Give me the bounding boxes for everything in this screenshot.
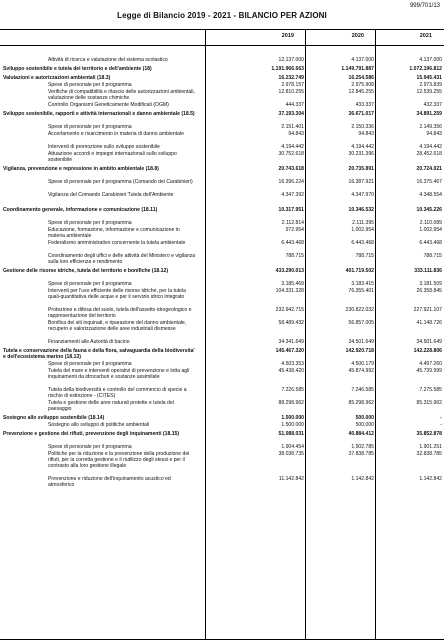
item-row xyxy=(0,220,444,226)
amount-2019: 444.337 xyxy=(285,102,304,108)
amount-2021: 4.137.000 xyxy=(419,57,442,63)
row-label: Vigilanza, prevenzione e repressione in ambito ambientale (18.8) xyxy=(3,166,159,172)
amount-2019: 11.142.842 xyxy=(278,476,304,482)
amount-2021: 1.142.842 xyxy=(419,476,442,482)
row-label: Gestione delle risorse idriche, tutela del territorio e bonifiche (18.12) xyxy=(3,268,169,274)
row-label: Spese di personale per il programma xyxy=(48,124,132,130)
item-row xyxy=(0,281,444,287)
amount-2021: 2.110.089 xyxy=(419,220,442,226)
amount-2019: 7.226.585 xyxy=(281,387,304,393)
amount-2020: 37.838.785 xyxy=(348,451,374,457)
item-row xyxy=(0,253,444,265)
row-label: Federalismo amministrativo concernente la tutela ambientale xyxy=(48,240,186,246)
amount-2021: 2.973.839 xyxy=(419,82,442,88)
amount-2019: 972.954 xyxy=(285,227,304,233)
row-label: Sostegno allo sviluppo di politiche ambientali xyxy=(48,422,150,428)
item-row xyxy=(0,361,444,367)
amount-2021: 4.497.260 xyxy=(419,361,442,367)
table-top-rule xyxy=(0,29,444,30)
row-label: Vigilanza del Comando Carabinieri Tutela dell'Ambiente xyxy=(48,192,174,198)
item-row xyxy=(0,307,444,319)
amount-2021: 20.724.021 xyxy=(416,166,442,172)
amount-2021: - xyxy=(440,422,442,428)
amount-2020: 142.920.718 xyxy=(345,348,374,354)
amount-2021: 7.275.585 xyxy=(419,387,442,393)
amount-2019: 6.443.468 xyxy=(281,240,304,246)
row-label: Coordinamento degli uffici e delle attività del Ministero e vigilanza sulla loro efficienza e rendimento xyxy=(48,253,196,265)
amount-2021: 41.148.726 xyxy=(416,320,442,326)
amount-2021: 2.149.356 xyxy=(419,124,442,130)
amount-2021: 4.194.442 xyxy=(419,144,442,150)
section-row xyxy=(0,431,444,443)
amount-2020: 56.857.005 xyxy=(348,320,374,326)
amount-2020: 2.111.395 xyxy=(352,220,374,226)
amount-2020: 500.000 xyxy=(355,422,374,428)
amount-2019: 38.038.735 xyxy=(278,451,304,457)
amount-2020: 36.671.017 xyxy=(348,111,374,117)
amount-2021: 28.452.618 xyxy=(416,151,442,157)
item-row xyxy=(0,131,444,143)
amount-2020: 500.000 xyxy=(355,415,374,421)
amount-2021: 142.228.806 xyxy=(413,348,442,354)
amount-2019: 2.112.814 xyxy=(281,220,304,226)
amount-2019: 20.743.618 xyxy=(278,166,304,172)
amount-2020: 230.822.032 xyxy=(345,307,374,313)
row-label: Interventi per l'uso efficiente delle risorse idriche, per la tutela quali-quantitativa delle acque e per il servizio idrico integrato xyxy=(48,288,186,300)
amount-2021: 3.181.509 xyxy=(419,281,442,287)
row-label: Tutela e gestione delle aree naturali protette e tutela del paesaggio xyxy=(48,400,174,412)
amount-2021: 94.843 xyxy=(426,131,442,137)
amount-2020: 16.387.921 xyxy=(348,179,374,185)
amount-2020: 401.719.502 xyxy=(345,268,374,274)
amount-2020: 433.337 xyxy=(355,102,374,108)
item-row xyxy=(0,422,444,428)
amount-2020: 76.355.401 xyxy=(348,288,374,294)
row-label: Valutazioni e autorizzazioni ambientali (18.3) xyxy=(3,75,111,81)
amount-2020: 4.347.970 xyxy=(351,192,374,198)
amount-2019: 10.317.951 xyxy=(278,207,304,213)
amount-2019: 1.904.454 xyxy=(281,444,304,450)
item-row xyxy=(0,320,444,338)
item-row xyxy=(0,400,444,412)
amount-2021: 4.348.554 xyxy=(419,192,442,198)
amount-2020: 34.501.649 xyxy=(348,339,374,345)
amount-2020: 10.346.532 xyxy=(348,207,374,213)
row-label: Sviluppo sostenibile e tutela del territorio e dell'ambiente (18) xyxy=(3,66,152,72)
amount-2020: 2.150.336 xyxy=(351,124,374,130)
amount-2020: 30.231.396 xyxy=(348,151,374,157)
item-row xyxy=(0,288,444,306)
section-row xyxy=(0,75,444,81)
table-header-rule xyxy=(0,45,444,46)
row-label: Tutela della biodiversità e controllo del commercio di specie a rischio di estinzione - (CITES) xyxy=(48,387,187,399)
row-label: Attività di ricerca e valutazione del sistema scolastico xyxy=(48,57,168,63)
item-row xyxy=(0,124,444,130)
amount-2019: 37.193.304 xyxy=(278,111,304,117)
section-row xyxy=(0,268,444,280)
amount-2020: 7.246.585 xyxy=(351,387,374,393)
amount-2020: 4.194.442 xyxy=(351,144,374,150)
page-title: Legge di Bilancio 2019 - 2021 - BILANCIO PER AZIONI xyxy=(117,11,327,20)
item-row xyxy=(0,144,444,150)
amount-2019: 12.810.255 xyxy=(278,89,304,95)
year-header-2021: 2021 xyxy=(419,33,432,39)
item-row xyxy=(0,192,444,204)
item-row xyxy=(0,89,444,101)
amount-2021: 333.111.836 xyxy=(414,268,442,274)
amount-2019: 433.290.013 xyxy=(275,268,304,274)
item-row xyxy=(0,240,444,252)
amount-2021: 32.838.785 xyxy=(416,451,442,457)
item-row xyxy=(0,387,444,399)
row-label: Verifiche di compatibilità e rilascio delle autorizzazioni ambientali, valutazione delle sostanze chimiche xyxy=(48,89,195,101)
row-label: Spese di personale per il programma (Comando dei Carabinieri) xyxy=(48,179,193,185)
amount-2021: 1.072.196.812 xyxy=(409,66,442,72)
amount-2020: 20.735.891 xyxy=(348,166,374,172)
year-header-2020: 2020 xyxy=(351,33,364,39)
amount-2019: 232.942.715 xyxy=(275,307,304,313)
amount-2019: 1.191.966.663 xyxy=(271,66,304,72)
section-row xyxy=(0,66,444,72)
amount-2019: 4.194.442 xyxy=(281,144,304,150)
amount-2019: 788.715 xyxy=(285,253,304,259)
amount-2019: 88.298.962 xyxy=(278,400,304,406)
row-label: Finanziamenti alle Autorità di bacino xyxy=(48,339,130,345)
amount-2021: 788.715 xyxy=(423,253,442,259)
section-row xyxy=(0,415,444,421)
row-label: Politiche per la riduzione e la prevenzione della produzione dei rifiuti, per la corretta gestione e il riutilizzo degli stessi e per il contrasto alla loro gestione illegale xyxy=(48,451,190,469)
amount-2019: 16.396.224 xyxy=(278,179,304,185)
amount-2020: 45.874.992 xyxy=(348,368,374,374)
amount-2020: 1.002.954 xyxy=(351,227,374,233)
amount-2020: 3.183.415 xyxy=(351,281,374,287)
amount-2019: 94.843 xyxy=(288,131,304,137)
item-row xyxy=(0,57,444,63)
section-row xyxy=(0,111,444,123)
amount-2019: 4.503.353 xyxy=(281,361,304,367)
row-label: Bonifica dei siti inquinati, e riparazione del danno ambientale, recupero e valorizzazione delle aree industriali dismesse xyxy=(48,320,187,332)
item-row xyxy=(0,151,444,163)
amount-2019: 51.088.031 xyxy=(278,431,304,437)
row-label: Prevenzione e riduzione dell'inquinamento acustico ed atmosferico xyxy=(48,476,171,488)
row-label: Sostegno allo sviluppo sostenibile (18.14) xyxy=(3,415,105,421)
budget-table-body xyxy=(0,57,444,489)
amount-2020: 16.254.586 xyxy=(348,75,374,81)
amount-2020: 1.149.791.887 xyxy=(341,66,374,72)
row-label: Spese di personale per il programma xyxy=(48,82,132,88)
row-label: Educazione, formazione, informazione e comunicazione in materia ambientale xyxy=(48,227,180,239)
amount-2021: 10.345.226 xyxy=(416,207,442,213)
row-label: Spese di personale per il programma xyxy=(48,444,132,450)
amount-2019: 1.500.000 xyxy=(281,422,304,428)
item-row xyxy=(0,444,444,450)
amount-2019: 45.438.420 xyxy=(278,368,304,374)
row-label: Spese di personale per il programma xyxy=(48,220,132,226)
amount-2021: 35.852.878 xyxy=(416,431,442,437)
row-label: Tutela del mare e interventi operativi di prevenzione e lotta agli inquinamenti da idrocarburi e sostanze assimilate xyxy=(48,368,190,380)
amount-2020: 788.715 xyxy=(355,253,374,259)
amount-2020: 94.843 xyxy=(358,131,374,137)
amount-2019: 58.489.432 xyxy=(278,320,304,326)
row-label: Accertamento e risarcimento in materia di danno ambientale xyxy=(48,131,184,137)
item-row xyxy=(0,339,444,345)
amount-2021: 1.901.251 xyxy=(419,444,442,450)
item-row xyxy=(0,227,444,239)
amount-2019: 3.185.469 xyxy=(281,281,304,287)
amount-2020: 4.137.000 xyxy=(351,57,374,63)
amount-2019: 2.978.157 xyxy=(281,82,304,88)
row-label: Spese di personale per il programma xyxy=(48,281,132,287)
amount-2019: 34.341.649 xyxy=(278,339,304,345)
section-row xyxy=(0,166,444,178)
row-label: Sviluppo sostenibile, rapporti e attività internazionali e danno ambientale (18.5) xyxy=(3,111,195,117)
amount-2020: 2.975.908 xyxy=(351,82,374,88)
amount-2021: 1.002.954 xyxy=(419,227,442,233)
amount-2019: 145.467.320 xyxy=(275,348,304,354)
amount-2021: 45.739.999 xyxy=(416,368,442,374)
row-label: Interventi di promozione sullo sviluppo sostenibile xyxy=(48,144,160,150)
document-code: 999/701/13 xyxy=(409,3,440,9)
amount-2021: 6.443.468 xyxy=(419,240,442,246)
item-row xyxy=(0,82,444,88)
amount-2019: 12.137.000 xyxy=(278,57,304,63)
amount-2019: 4.347.392 xyxy=(281,192,304,198)
amount-2019: 2.151.401 xyxy=(281,124,304,130)
row-label: Protezione e difesa del suolo, tutela dell'assetto idrogeologico e rappresentazione del territorio xyxy=(48,307,192,319)
amount-2021: 432.337 xyxy=(423,102,442,108)
amount-2020: 85.298.962 xyxy=(348,400,374,406)
amount-2019: 30.752.618 xyxy=(278,151,304,157)
amount-2021: 26.358.845 xyxy=(416,288,442,294)
row-label: Tutela e conservazione della fauna e della flora, salvaguardia della biodiversita' e dell'ecosistema marino (18.13) xyxy=(3,348,195,360)
item-row xyxy=(0,451,444,475)
amount-2020: 4.500.179 xyxy=(351,361,374,367)
row-label: Prevenzione e gestione dei rifiuti, prevenzione degli inquinamenti (18.15) xyxy=(3,431,180,437)
amount-2019: 1.500.000 xyxy=(281,415,304,421)
amount-2021: - xyxy=(440,415,442,421)
amount-2021: 34.891.259 xyxy=(416,111,442,117)
item-row xyxy=(0,476,444,488)
amount-2021: 85.315.962 xyxy=(416,400,442,406)
amount-2021: 34.501.649 xyxy=(416,339,442,345)
amount-2019: 16.232.749 xyxy=(278,75,304,81)
amount-2021: 16.375.467 xyxy=(416,179,442,185)
section-row xyxy=(0,207,444,219)
row-label: Controllo Organismi Geneticamente Modificati (OGM) xyxy=(48,102,169,108)
row-label: Coordinamento generale, informazione e comunicazione (18.11) xyxy=(3,207,158,213)
section-row xyxy=(0,348,444,360)
amount-2021: 227.921.107 xyxy=(413,307,442,313)
amount-2020: 40.884.412 xyxy=(348,431,374,437)
amount-2020: 12.845.255 xyxy=(348,89,374,95)
amount-2020: 1.902.785 xyxy=(351,444,374,450)
amount-2020: 6.443.468 xyxy=(351,240,374,246)
row-label: Spese di personale per il programma xyxy=(48,361,132,367)
amount-2021: 12.539.255 xyxy=(416,89,442,95)
amount-2019: 104.331.328 xyxy=(275,288,304,294)
item-row xyxy=(0,102,444,108)
item-row xyxy=(0,179,444,191)
year-header-2019: 2019 xyxy=(281,33,294,39)
item-row xyxy=(0,368,444,386)
row-label: Attuazione accordi e impegni internazionali sullo sviluppo sostenibile xyxy=(48,151,177,163)
amount-2021: 15.945.431 xyxy=(416,75,442,81)
amount-2020: 1.142.842 xyxy=(351,476,374,482)
